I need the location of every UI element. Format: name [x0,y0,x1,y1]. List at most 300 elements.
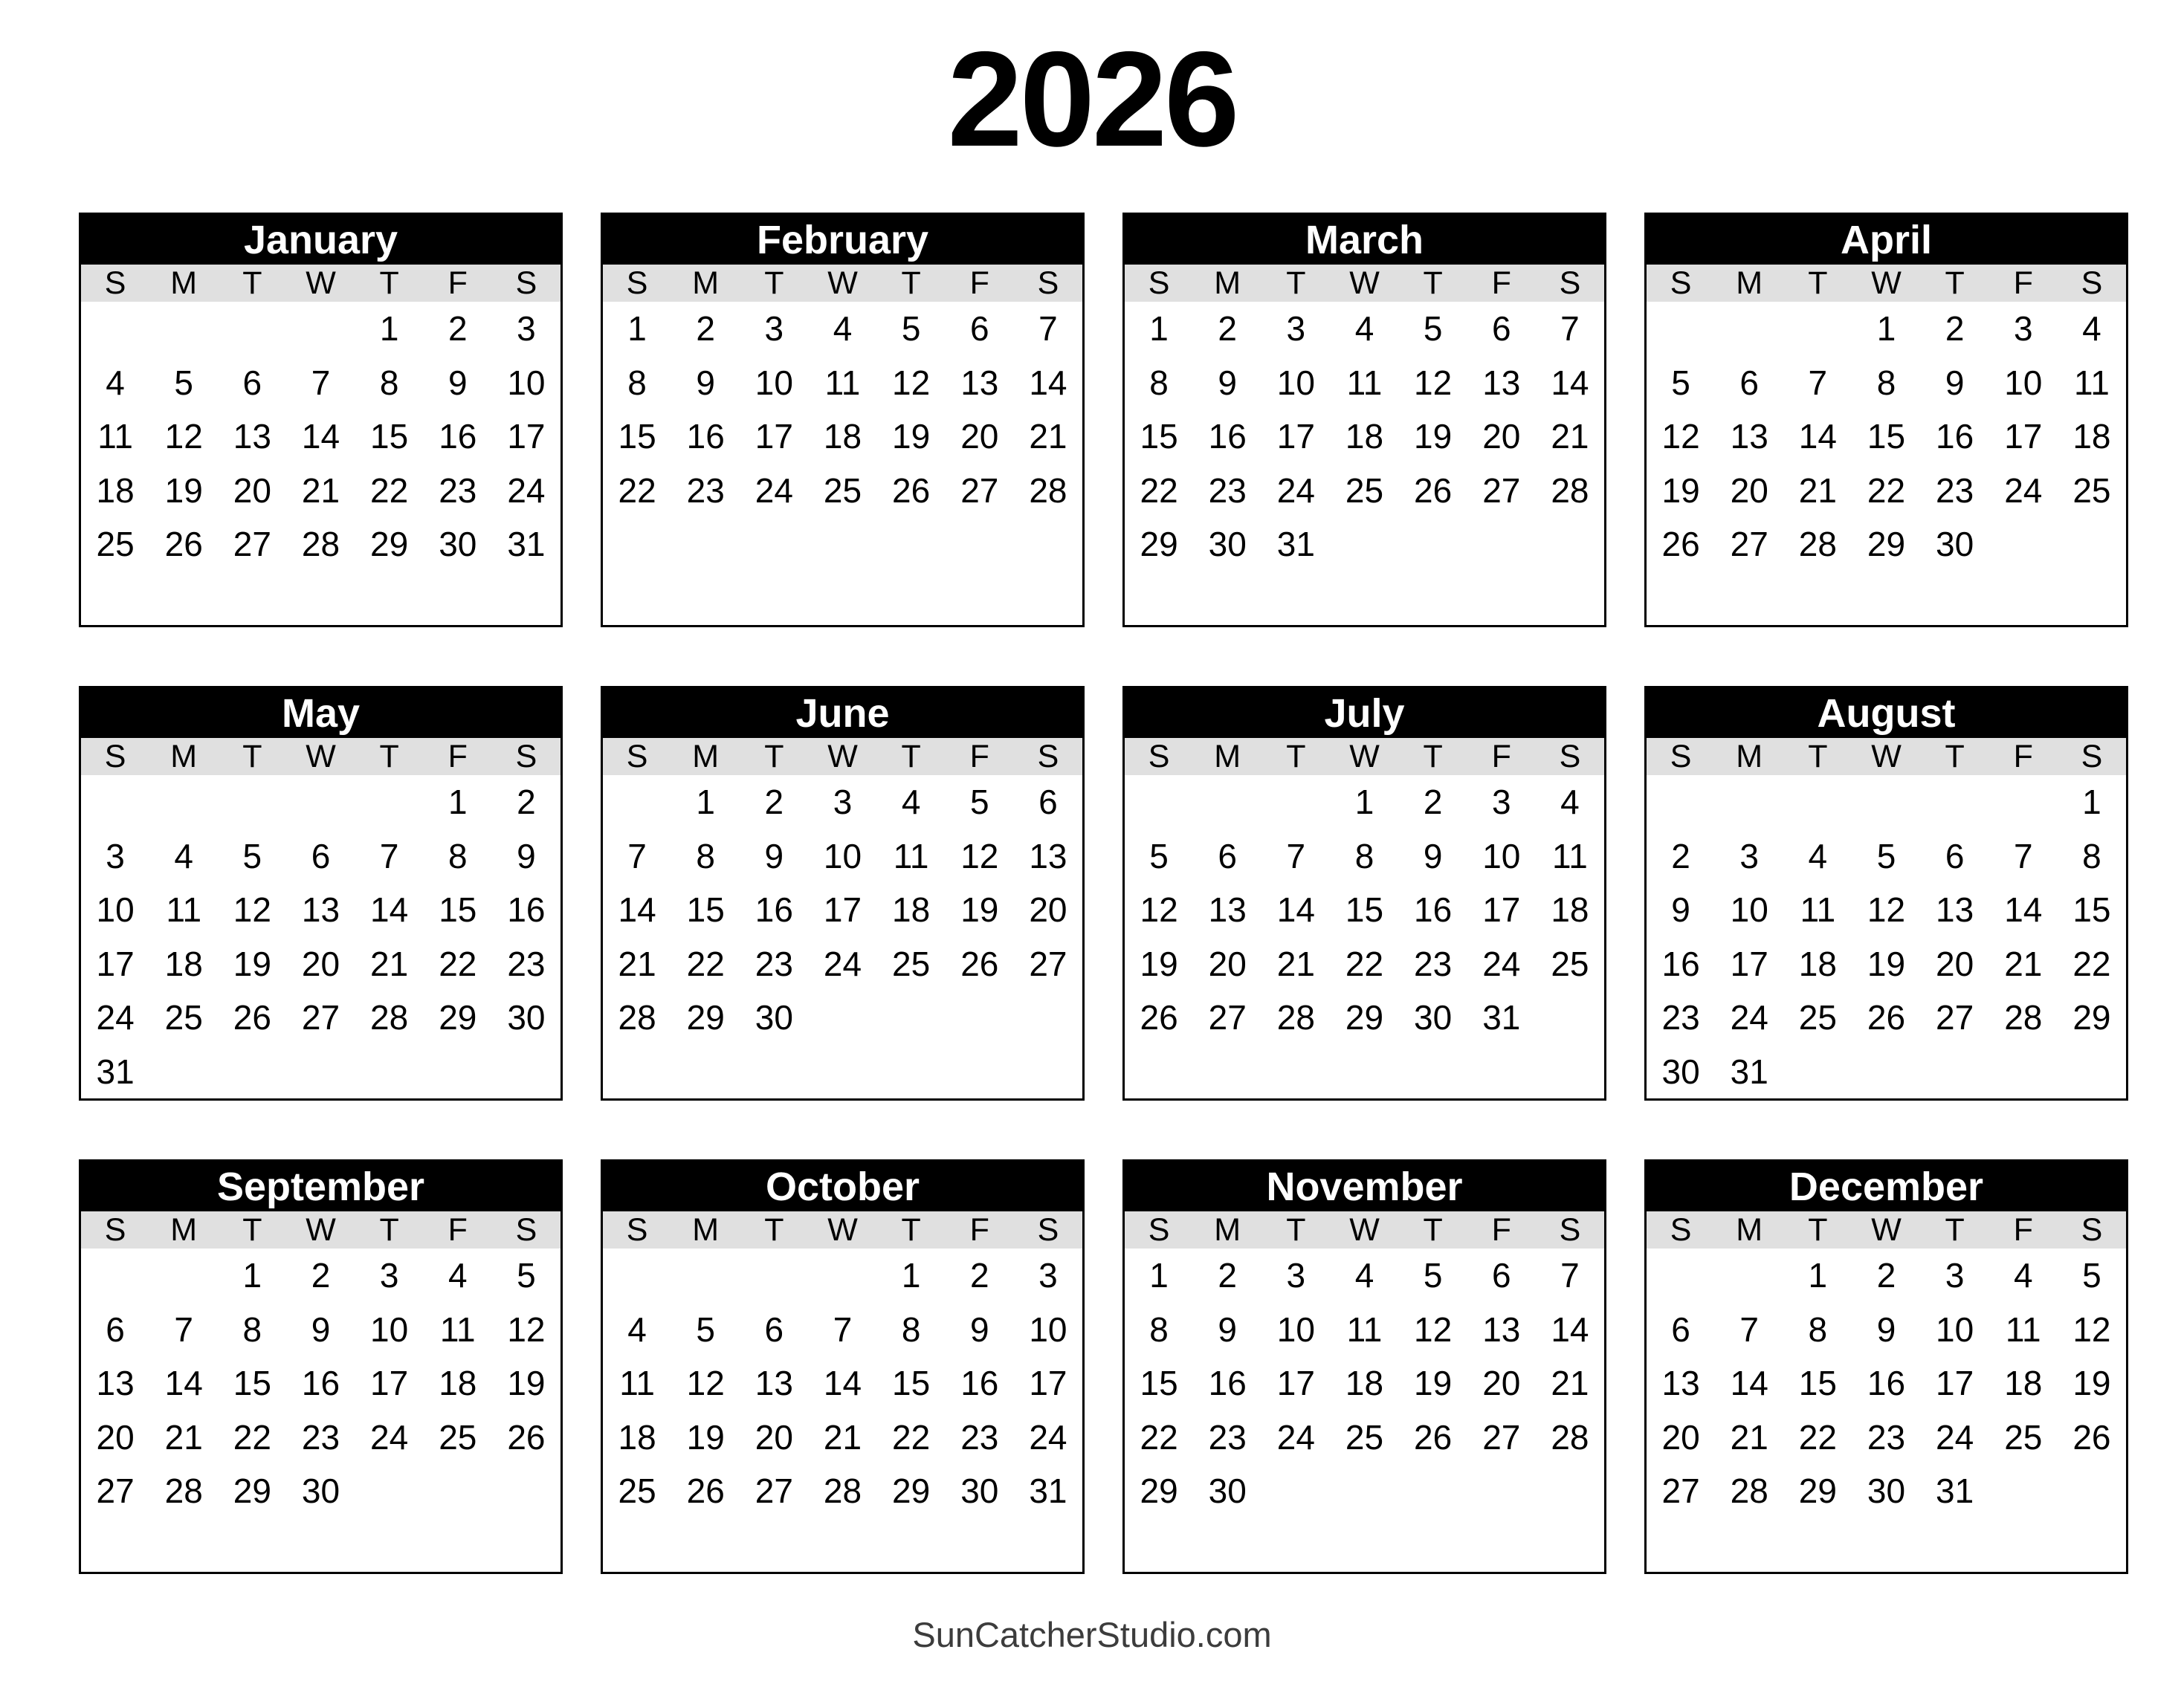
day-cell: 18 [892,890,931,930]
day-cell: 3 [379,1256,399,1295]
empty-day-cell [946,517,1014,571]
day-cell: 17 [370,1364,409,1403]
empty-day-cell [1330,517,1398,571]
day-cell: 29 [439,998,477,1037]
days-grid [81,1249,560,1572]
day-cell: 18 [96,470,135,510]
weekday-label: S [1037,1211,1059,1248]
day-cell: 2 [1218,309,1237,349]
day-cell: 4 [174,836,193,875]
weekday-label: W [1871,265,1902,301]
days-grid [81,302,560,625]
weekday-row [1125,738,1604,775]
day-cell: 24 [823,944,862,983]
weekday-label: S [1559,1211,1581,1248]
weekday-label: T [242,738,262,774]
month-card [79,213,563,627]
day-cell: 1 [1354,783,1374,822]
day-cell: 11 [439,1309,476,1349]
days-grid [1647,1249,2126,1572]
day-cell: 28 [164,1471,203,1511]
empty-day-cell [1261,1464,1330,1518]
day-cell: 11 [1346,1309,1383,1349]
empty-day-cell [2058,1464,2126,1518]
empty-day-cell [1647,302,1715,356]
weekday-label: T [764,265,784,301]
empty-day-cell [424,1464,492,1518]
empty-day-cell [1014,1045,1082,1099]
day-cell: 26 [892,470,931,510]
empty-day-cell [492,1518,560,1573]
days-grid [603,302,1082,625]
day-cell: 26 [2072,1417,2111,1457]
day-cell: 19 [1140,944,1178,983]
day-cell: 8 [1149,363,1169,402]
month-name: May [281,690,361,736]
day-cell: 24 [2004,470,2043,510]
day-cell: 29 [233,1471,271,1511]
day-cell: 1 [379,309,399,349]
empty-day-cell [424,571,492,626]
day-cell: 30 [507,998,546,1037]
weekday-label: S [1148,738,1170,774]
weekday-label: W [306,265,336,301]
day-cell: 25 [1345,1417,1384,1457]
day-cell: 10 [1730,890,1768,930]
weekday-label: W [1871,1211,1902,1248]
day-cell: 13 [960,363,999,402]
weekday-label: S [1037,265,1059,301]
month-name: January [243,217,398,262]
empty-day-cell [2058,517,2126,571]
day-cell: 5 [1423,309,1443,349]
weekday-label: S [1559,738,1581,774]
day-cell: 10 [2004,363,2043,402]
day-cell: 26 [164,525,203,564]
days-grid [1647,775,2126,1098]
day-cell: 25 [2072,470,2111,510]
day-cell: 10 [1276,1309,1315,1349]
day-cell: 21 [1798,470,1837,510]
empty-day-cell [424,1045,492,1099]
empty-day-cell [808,517,876,571]
day-cell: 25 [823,470,862,510]
empty-day-cell [2058,571,2126,626]
day-cell: 9 [1218,363,1237,402]
weekday-row [81,738,560,775]
day-cell: 27 [1208,998,1247,1037]
day-cell: 2 [1876,1256,1896,1295]
day-cell: 24 [1482,944,1521,983]
day-cell: 11 [1346,363,1383,402]
weekday-label: M [1214,265,1241,301]
empty-day-cell [1467,1518,1536,1573]
day-cell: 28 [370,998,409,1037]
weekday-label: T [379,265,399,301]
weekday-label: T [901,1211,921,1248]
empty-day-cell [424,1518,492,1573]
day-cell: 19 [1414,417,1453,456]
day-cell: 16 [507,890,546,930]
empty-day-cell [671,1249,740,1303]
month-card [79,1159,563,1574]
day-cell: 14 [1798,417,1837,456]
weekday-label: F [969,1211,989,1248]
day-cell: 3 [1286,309,1306,349]
day-cell: 31 [1029,1471,1067,1511]
day-cell: 8 [1354,836,1374,875]
day-cell: 20 [1936,944,1974,983]
day-cell: 5 [174,363,193,402]
day-cell: 25 [164,998,203,1037]
day-cell: 12 [233,890,271,930]
weekday-label: S [2081,1211,2103,1248]
empty-day-cell [740,1045,808,1099]
year-title: 2026 [947,23,1237,175]
weekday-label: F [2013,738,2033,774]
day-cell: 6 [1945,836,1965,875]
day-cell: 8 [1808,1309,1828,1349]
weekday-label: M [692,265,720,301]
empty-day-cell [286,302,355,356]
day-cell: 2 [448,309,468,349]
day-cell: 17 [755,417,793,456]
day-cell: 23 [507,944,546,983]
weekday-label: T [242,265,262,301]
empty-day-cell [355,1518,424,1573]
day-cell: 18 [164,944,203,983]
day-cell: 24 [96,998,135,1037]
weekday-label: M [1214,738,1241,774]
day-cell: 14 [1029,363,1067,402]
weekday-label: S [626,1211,648,1248]
weekday-label: S [104,738,126,774]
weekday-label: T [1945,738,1965,774]
day-cell: 7 [1560,1256,1580,1295]
day-cell: 13 [233,417,271,456]
empty-day-cell [603,775,671,829]
empty-day-cell [1467,517,1536,571]
weekday-label: T [242,1211,262,1248]
day-cell: 24 [1276,1417,1315,1457]
empty-day-cell [1014,1518,1082,1573]
empty-day-cell [1399,1045,1467,1099]
empty-day-cell [877,991,946,1045]
empty-day-cell [946,991,1014,1045]
day-cell: 19 [1867,944,1906,983]
day-cell: 20 [233,470,271,510]
weekday-label: W [306,738,336,774]
day-cell: 30 [1936,525,1974,564]
day-cell: 24 [370,1417,409,1457]
day-cell: 30 [755,998,793,1037]
empty-day-cell [81,775,149,829]
empty-day-cell [149,1518,218,1573]
weekday-label: S [626,738,648,774]
day-cell: 16 [1208,1364,1247,1403]
day-cell: 9 [311,1309,331,1349]
day-cell: 30 [439,525,477,564]
day-cell: 1 [1149,309,1169,349]
weekday-label: F [1491,738,1511,774]
empty-day-cell [740,517,808,571]
day-cell: 26 [507,1417,546,1457]
empty-day-cell [603,571,671,626]
day-cell: 10 [507,363,546,402]
empty-day-cell [1783,571,1852,626]
empty-day-cell [671,1045,740,1099]
day-cell: 23 [439,470,477,510]
empty-day-cell [286,1518,355,1573]
empty-day-cell [149,302,218,356]
day-cell: 11 [97,417,133,456]
day-cell: 22 [439,944,477,983]
day-cell: 21 [1029,417,1067,456]
day-cell: 31 [1482,998,1521,1037]
day-cell: 18 [2072,417,2111,456]
empty-day-cell [1783,1045,1852,1099]
day-cell: 4 [1560,783,1580,822]
day-cell: 18 [1345,1364,1384,1403]
day-cell: 12 [1414,1309,1453,1349]
day-cell: 20 [1730,470,1768,510]
month-card [1644,1159,2128,1574]
empty-day-cell [2058,1045,2126,1099]
day-cell: 1 [1149,1256,1169,1295]
month-name: September [216,1164,425,1209]
day-cell: 15 [1798,1364,1837,1403]
day-cell: 30 [1414,998,1453,1037]
month-name: December [1789,1164,1984,1209]
empty-day-cell [355,1464,424,1518]
day-cell: 1 [242,1256,262,1295]
day-cell: 29 [686,998,725,1037]
weekday-row [603,265,1082,302]
weekday-label: S [1148,1211,1170,1248]
empty-day-cell [1330,571,1398,626]
day-cell: 9 [969,1309,989,1349]
days-grid [81,775,560,1098]
empty-day-cell [492,1464,560,1518]
day-cell: 6 [311,836,331,875]
weekday-label: W [1871,738,1902,774]
day-cell: 25 [1345,470,1384,510]
empty-day-cell [2058,1518,2126,1573]
day-cell: 14 [618,890,656,930]
month-header [1647,1162,2126,1211]
weekday-label: F [1491,265,1511,301]
empty-day-cell [808,571,876,626]
empty-day-cell [492,571,560,626]
empty-day-cell [218,1518,286,1573]
month-name: February [756,217,929,262]
day-cell: 12 [1661,417,1700,456]
day-cell: 12 [1867,890,1906,930]
day-cell: 18 [1345,417,1384,456]
month-card [1122,1159,1606,1574]
day-cell: 3 [106,836,125,875]
day-cell: 8 [901,1309,921,1349]
day-cell: 30 [1661,1052,1700,1091]
day-cell: 1 [901,1256,921,1295]
day-cell: 17 [507,417,546,456]
day-cell: 18 [2004,1364,2043,1403]
day-cell: 21 [301,470,340,510]
month-name: March [1305,217,1424,262]
empty-day-cell [1647,1249,1715,1303]
day-cell: 11 [166,890,202,930]
day-cell: 17 [823,890,862,930]
weekday-row [1647,265,2126,302]
empty-day-cell [218,571,286,626]
day-cell: 14 [164,1364,203,1403]
day-cell: 20 [1029,890,1067,930]
day-cell: 28 [1276,998,1315,1037]
day-cell: 20 [1482,1364,1521,1403]
empty-day-cell [1852,1045,1920,1099]
weekday-label: M [170,738,198,774]
day-cell: 13 [1029,836,1067,875]
day-cell: 12 [686,1364,725,1403]
day-cell: 29 [2072,998,2111,1037]
day-cell: 22 [686,944,725,983]
day-cell: 20 [1661,1417,1700,1457]
day-cell: 8 [242,1309,262,1349]
day-cell: 19 [233,944,271,983]
day-cell: 26 [686,1471,725,1511]
weekday-row [603,738,1082,775]
empty-day-cell [1852,775,1920,829]
day-cell: 29 [370,525,409,564]
day-cell: 10 [755,363,793,402]
day-cell: 7 [833,1309,853,1349]
day-cell: 8 [627,363,647,402]
day-cell: 28 [301,525,340,564]
day-cell: 27 [1936,998,1974,1037]
day-cell: 24 [507,470,546,510]
day-cell: 1 [696,783,715,822]
day-cell: 5 [1149,836,1169,875]
empty-day-cell [1536,517,1604,571]
empty-day-cell [286,1045,355,1099]
month-name: April [1840,217,1932,262]
empty-day-cell [671,517,740,571]
empty-day-cell [1261,1518,1330,1573]
day-cell: 9 [448,363,468,402]
weekday-label: T [1286,738,1306,774]
day-cell: 4 [448,1256,468,1295]
empty-day-cell [1921,1518,1989,1573]
empty-day-cell [1783,302,1852,356]
empty-day-cell [149,775,218,829]
weekday-label: S [515,1211,537,1248]
day-cell: 10 [1029,1309,1067,1349]
day-cell: 20 [301,944,340,983]
day-cell: 4 [833,309,853,349]
day-cell: 16 [960,1364,999,1403]
month-card [601,1159,1085,1574]
weekday-row [1125,1211,1604,1249]
weekday-label: W [827,1211,858,1248]
weekday-row [1125,265,1604,302]
days-grid [603,775,1082,1098]
day-cell: 15 [686,890,725,930]
day-cell: 7 [311,363,331,402]
weekday-label: S [104,1211,126,1248]
day-cell: 2 [1671,836,1690,875]
day-cell: 1 [627,309,647,349]
day-cell: 6 [1491,309,1511,349]
empty-day-cell [1330,1045,1398,1099]
day-cell: 9 [517,836,536,875]
months-grid [79,213,2128,1574]
day-cell: 10 [96,890,135,930]
day-cell: 11 [619,1364,655,1403]
weekday-label: F [2013,1211,2033,1248]
weekday-label: W [827,265,858,301]
day-cell: 26 [1140,998,1178,1037]
empty-day-cell [1989,1464,2058,1518]
day-cell: 17 [1936,1364,1974,1403]
empty-day-cell [1647,775,1715,829]
day-cell: 25 [618,1471,656,1511]
day-cell: 22 [618,470,656,510]
weekday-label: S [1670,265,1692,301]
day-cell: 15 [892,1364,931,1403]
day-cell: 8 [379,363,399,402]
day-cell: 3 [833,783,853,822]
day-cell: 25 [892,944,931,983]
day-cell: 25 [439,1417,477,1457]
day-cell: 28 [1551,470,1589,510]
days-grid [603,1249,1082,1572]
day-cell: 19 [2072,1364,2111,1403]
month-header [603,688,1082,738]
weekday-label: W [1349,265,1380,301]
day-cell: 17 [1276,417,1315,456]
day-cell: 23 [1936,470,1974,510]
empty-day-cell [740,1249,808,1303]
day-cell: 2 [969,1256,989,1295]
empty-day-cell [149,1249,218,1303]
day-cell: 5 [696,1309,715,1349]
weekday-label: T [901,265,921,301]
day-cell: 31 [1936,1471,1974,1511]
weekday-label: W [1349,1211,1380,1248]
day-cell: 14 [1551,1309,1589,1349]
day-cell: 21 [1551,1364,1589,1403]
weekday-label: S [626,265,648,301]
empty-day-cell [1647,1518,1715,1573]
day-cell: 28 [1798,525,1837,564]
day-cell: 9 [1671,890,1690,930]
day-cell: 11 [2005,1309,2041,1349]
day-cell: 10 [823,836,862,875]
day-cell: 14 [823,1364,862,1403]
day-cell: 21 [1730,1417,1768,1457]
day-cell: 20 [960,417,999,456]
day-cell: 23 [1414,944,1453,983]
day-cell: 1 [448,783,468,822]
day-cell: 16 [1414,890,1453,930]
empty-day-cell [1399,1518,1467,1573]
empty-day-cell [808,991,876,1045]
empty-day-cell [877,1045,946,1099]
weekday-label: T [764,1211,784,1248]
day-cell: 3 [517,309,536,349]
day-cell: 17 [2004,417,2043,456]
day-cell: 5 [517,1256,536,1295]
